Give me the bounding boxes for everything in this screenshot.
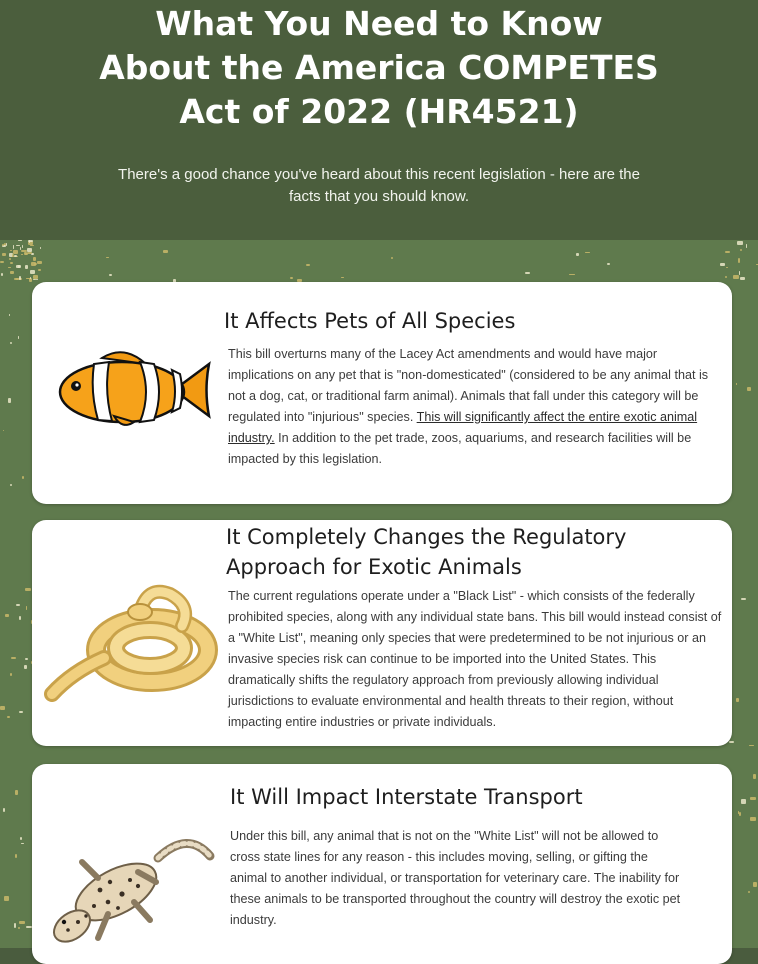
paint-speck	[21, 843, 24, 845]
paint-speck	[13, 245, 15, 249]
card-body-text: Under this bill, any animal that is not on the "White List" will not be allowed to cross state lines for any reason - this includes moving, selling, or gifting the animal to another individual, or transportation for veterinary care. The inability for these animals to be transported throughout the country will destroy the exotic pet industry.	[230, 829, 681, 927]
paint-speck	[750, 817, 755, 821]
paint-speck	[9, 314, 10, 316]
header-banner	[0, 0, 758, 240]
paint-speck	[6, 243, 8, 245]
paint-speck	[15, 790, 17, 795]
paint-speck	[740, 277, 745, 280]
card-heading-line-1: It Completely Changes the Regulatory	[226, 525, 627, 549]
paint-speck	[729, 741, 734, 743]
paint-speck	[569, 274, 575, 275]
card-body-emphasis: This will significantly affect the entire exotic animal industry.	[228, 410, 698, 445]
paint-speck	[753, 774, 755, 778]
paint-speck	[38, 269, 41, 270]
paint-speck	[109, 274, 113, 276]
page-title	[0, 2, 758, 134]
paint-speck	[14, 255, 16, 257]
card-heading: It Will Impact Interstate Transport	[230, 785, 583, 809]
paint-speck	[24, 665, 26, 669]
paint-speck	[736, 383, 737, 386]
paint-speck	[25, 658, 28, 661]
paint-speck	[30, 270, 36, 274]
paint-speck	[0, 261, 4, 263]
info-card-regulatory	[32, 520, 732, 746]
paint-speck	[3, 430, 4, 431]
paint-speck	[10, 342, 12, 344]
page-subtitle	[50, 164, 708, 208]
card-heading: It Affects Pets of All Species	[224, 309, 516, 333]
card-heading	[226, 522, 626, 582]
info-card-transport	[32, 764, 732, 964]
paint-speck	[106, 257, 109, 258]
paint-speck	[747, 387, 751, 391]
paint-speck	[18, 240, 22, 241]
paint-speck	[10, 250, 12, 251]
paint-speck	[16, 245, 20, 246]
paint-speck	[20, 837, 22, 840]
paint-speck	[9, 258, 11, 260]
title-line-1: What You Need to Know	[155, 4, 603, 43]
paint-speck	[750, 797, 755, 800]
paint-speck	[0, 706, 5, 710]
paint-speck	[26, 606, 27, 610]
paint-speck	[746, 244, 747, 248]
card-body-part: In addition to the pet trade, zoos, aquariums, and research facilities will be impacted by this legislation.	[228, 431, 692, 466]
card-heading-line-2: Approach for Exotic Animals	[226, 555, 522, 579]
paint-speck	[736, 698, 739, 702]
paint-speck	[2, 244, 4, 245]
paint-speck	[748, 891, 750, 893]
paint-speck	[740, 249, 742, 250]
paint-speck	[1, 273, 2, 276]
paint-speck	[21, 254, 23, 255]
paint-speck	[737, 241, 743, 245]
paint-speck	[10, 673, 11, 676]
paint-speck	[40, 247, 41, 249]
paint-speck	[13, 250, 18, 253]
paint-speck	[741, 799, 746, 804]
paint-speck	[25, 253, 28, 255]
paint-speck	[290, 277, 293, 279]
paint-speck	[28, 240, 33, 241]
paint-speck	[10, 484, 13, 486]
paint-speck	[18, 336, 19, 339]
paint-speck	[163, 250, 167, 253]
paint-speck	[525, 272, 530, 274]
paint-speck	[739, 812, 740, 816]
paint-speck	[19, 616, 21, 620]
paint-speck	[16, 604, 20, 606]
paint-speck	[576, 253, 579, 257]
paint-speck	[306, 264, 310, 266]
paint-speck	[753, 882, 758, 887]
paint-speck	[36, 279, 38, 281]
subtitle-line-1: There's a good chance you've heard about this recent legislation - here are the	[118, 166, 640, 183]
paint-speck	[10, 271, 14, 274]
paint-speck	[720, 263, 725, 267]
paint-speck	[749, 745, 754, 746]
paint-speck	[11, 657, 15, 658]
paint-speck	[27, 248, 32, 252]
paint-speck	[5, 614, 9, 617]
paint-speck	[14, 923, 16, 928]
paint-speck	[25, 265, 27, 270]
title-line-2: About the America COMPETES	[99, 48, 659, 87]
info-card-pets	[32, 282, 732, 504]
paint-speck	[30, 245, 34, 246]
subtitle-line-2: facts that you should know.	[288, 188, 470, 205]
paint-speck	[8, 267, 11, 268]
paint-speck	[738, 258, 740, 262]
paint-speck	[19, 711, 23, 713]
paint-speck	[18, 927, 20, 930]
card-body-text	[228, 344, 718, 470]
paint-speck	[19, 276, 21, 280]
paint-speck	[22, 476, 24, 479]
snake-image	[42, 576, 222, 706]
paint-speck	[33, 257, 37, 262]
paint-speck	[341, 277, 344, 278]
paint-speck	[741, 598, 746, 600]
paint-speck	[607, 263, 610, 265]
paint-speck	[22, 245, 24, 248]
paint-speck	[726, 267, 728, 268]
paint-speck	[585, 252, 589, 254]
paint-speck	[25, 588, 31, 591]
paint-speck	[725, 276, 727, 279]
paint-speck	[8, 398, 12, 403]
paint-speck	[15, 854, 17, 858]
paint-speck	[391, 257, 394, 259]
clownfish-image	[54, 350, 214, 430]
title-line-3: Act of 2022 (HR4521)	[179, 92, 579, 131]
paint-speck	[2, 253, 5, 256]
paint-speck	[725, 251, 730, 253]
paint-speck	[19, 921, 25, 924]
paint-speck	[18, 265, 21, 268]
paint-speck	[4, 896, 9, 901]
paint-speck	[21, 250, 27, 251]
card-body-text: The current regulations operate under a "Black List" - which consists of the federally prohibited species, along with any individual state bans. This bill would instead consist of a "White List", meaning only species that were predetermined to be not injurious or an invasive species risk can continue to be imported into the United States. This dramatically shifts the regulatory approach from previously allowing individual jurisdictions to evaluate environmental and health threats to their region, without impacting entire industries or private individuals.	[228, 589, 722, 729]
paint-speck	[733, 275, 739, 279]
gecko-image	[38, 822, 218, 948]
paint-speck	[10, 262, 14, 263]
paint-speck	[7, 716, 10, 718]
paint-speck	[20, 247, 22, 251]
paint-speck	[3, 808, 5, 812]
card-body-part: This bill overturns many of the Lacey Act amendments and would have major implications on any pet that is "non-domesticated" (considered to be any animal that is not a dog, cat, or traditional farm animal). Animals that fall under this category will be regulated into "injurious" species.	[228, 347, 709, 424]
paint-speck	[37, 261, 42, 265]
paint-speck	[739, 271, 741, 275]
